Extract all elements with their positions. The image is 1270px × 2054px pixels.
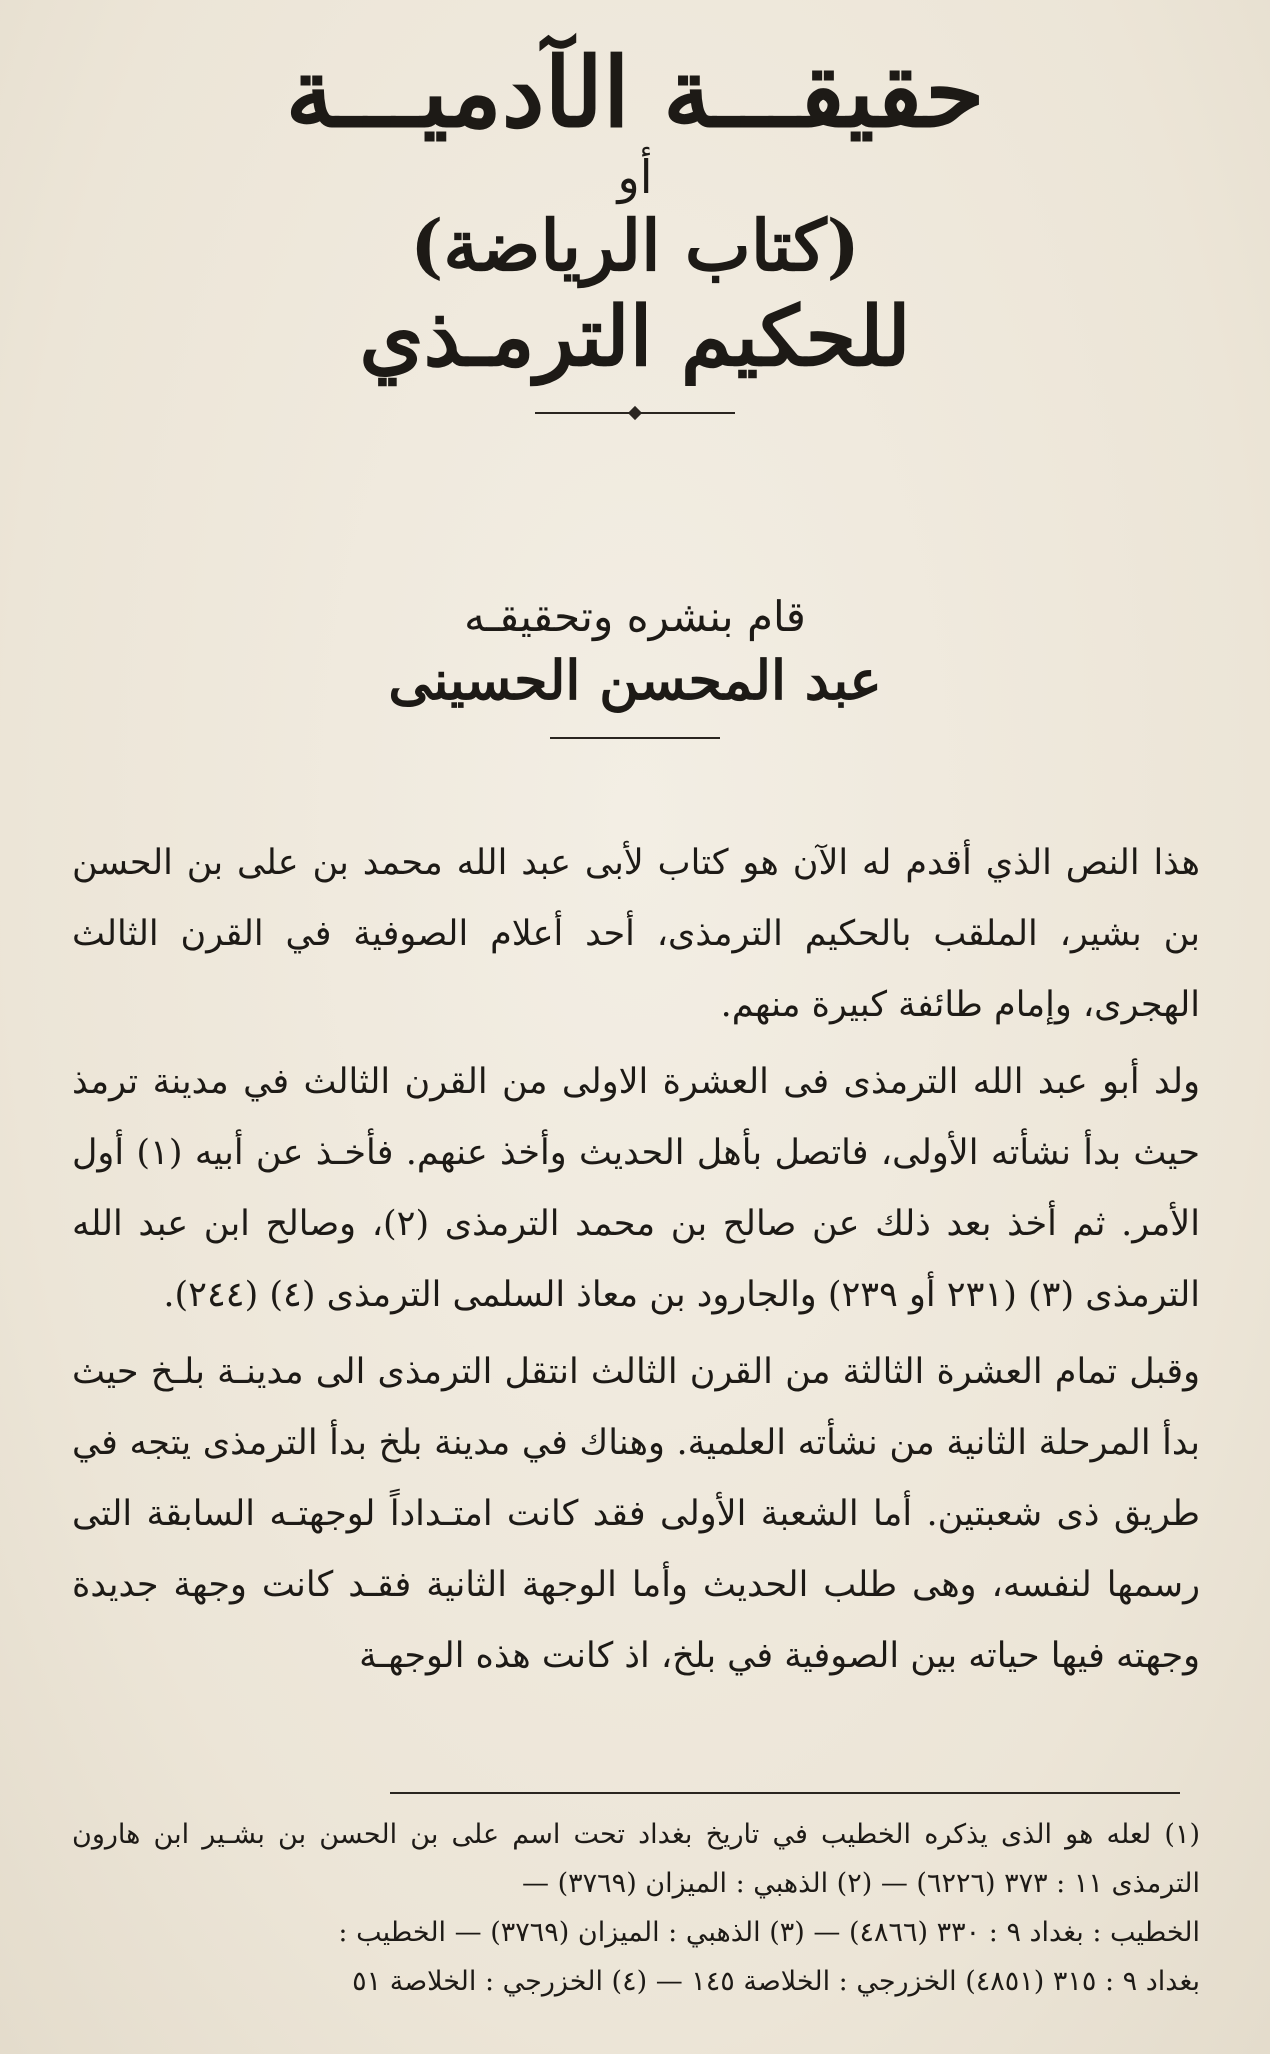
ornament-divider: [535, 412, 735, 414]
book-author: للحكيم الترمـذي: [359, 288, 911, 385]
paragraph: وقبل تمام العشرة الثالثة من القرن الثالث انتقل الترمذى الى مدينـة بلـخ حيث بدأ المرحلة الثانية من نشأته العلمية. وهناك في مدينة بلخ بدأ الترمذى يتجه في طريق ذى شعبتين. أما الشعبة الأولى فقد كانت امتـداداً لوجهتـه السابقة التى رسمها لنفسه، وهى طلب الحديث وأما الوجهة الثانية فقـد كانت وجهة جديدة وجهته فيها حياته بين الصوفية في بلخ، اذ كانت هذه الوجهـة: [72, 1352, 1200, 1676]
section-divider: [550, 737, 720, 739]
paragraph: هذا النص الذي أقدم له الآن هو كتاب لأبى عبد الله محمد بن على بن الحسن بن بشير، الملقب بالحكيم الترمذى، أحد أعلام الصوفية في القرن الثالث الهجرى، وإمام طائفة كبيرة منهم.: [72, 843, 1200, 1025]
title-block: [0, 36, 1270, 414]
footnote-line: الخطيب : بغداد ٩ : ٣٣٠ (٤٨٦٦) — (٣) الذهبي : الميزان (٣٧٦٩) — الخطيب :: [338, 1917, 1200, 1948]
footnote-rule: [390, 1792, 1180, 1794]
body-text: [72, 828, 1200, 1698]
title-or: أو: [617, 149, 653, 204]
footnote-line: (١) لعله هو الذى يذكره الخطيب في تاريخ بغداد تحت اسم على بن الحسن بن بشـير ابن هارون الترمذى ١١ : ٣٧٣ (٦٢٢٦) — (٢) الذهبي : الميزان (٣٧٦٩) —: [72, 1819, 1200, 1899]
footnotes: [72, 1810, 1200, 2006]
editor-block: [0, 590, 1270, 739]
book-title: حقيقـــة الآدميـــة: [285, 36, 985, 149]
editor-name: عبد المحسن الحسينى: [388, 647, 882, 712]
footnote-line: بغداد ٩ : ٣١٥ (٤٨٥١) الخزرجي : الخلاصة ١٤٥ — (٤) الخزرجي : الخلاصة ٥١: [352, 1966, 1200, 1997]
paragraph: ولد أبو عبد الله الترمذى فى العشرة الاولى من القرن الثالث في مدينة ترمذ حيث بدأ نشأته الأولى، فاتصل بأهل الحديث وأخذ عنهم. فأخـذ عن أبيه (١) أول الأمر. ثم أخذ بعد ذلك عن صالح بن محمد الترمذى (٢)، وصالح ابن عبد الله الترمذى (٣) (٢٣١ أو ٢٣٩) والجارود بن معاذ السلمى الترمذى (٤) (٢٤٤).: [72, 1062, 1200, 1315]
diamond-ornament-icon: [628, 406, 642, 420]
book-subtitle: (كتاب الرياضة): [410, 203, 860, 287]
editor-label: قام بنشره وتحقيقـه: [464, 592, 806, 641]
